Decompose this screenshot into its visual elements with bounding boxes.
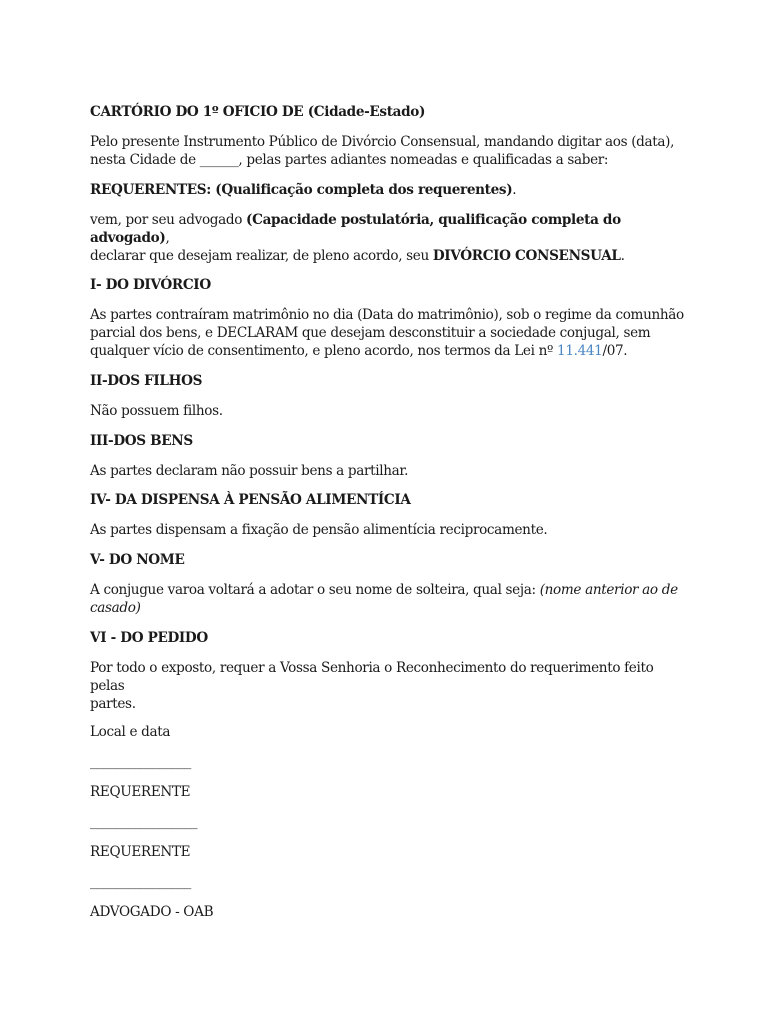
signature-label-2: REQUERENTE bbox=[90, 844, 191, 860]
section-5-italic-2: casado) bbox=[90, 600, 141, 616]
section-1-line-1: As partes contraíram matrimônio no dia (Data do matrimônio), sob o regime da comunhão bbox=[90, 307, 684, 323]
section-2-text: Não possuem filhos. bbox=[90, 403, 223, 419]
requerentes-label: REQUERENTES: (Qualificação completa dos requerentes) bbox=[90, 182, 513, 198]
requerentes-end: . bbox=[512, 182, 517, 198]
signature-label-1: REQUERENTE bbox=[90, 784, 191, 800]
signature-line-3: ________________ bbox=[90, 874, 191, 890]
signature-line-1: ________________ bbox=[90, 754, 191, 770]
advogado-comma: , bbox=[165, 230, 170, 246]
section-6-line-2: partes. bbox=[90, 696, 136, 712]
advogado-paragraph bbox=[90, 211, 690, 265]
section-4-text: As partes dispensam a fixação de pensão alimentícia reciprocamente. bbox=[90, 522, 548, 538]
section-6-line-1: Por todo o exposto, requer a Vossa Senhoria o Reconhecimento do requerimento feito pelas bbox=[90, 660, 654, 694]
intro-line-1: Pelo presente Instrumento Público de Divórcio Consensual, mandando digitar aos (data), bbox=[90, 134, 675, 150]
intro-line-2: nesta Cidade de ______, pelas partes adiantes nomeadas e qualificadas a saber: bbox=[90, 152, 609, 168]
section-1-title: I- DO DIVÓRCIO bbox=[90, 277, 211, 293]
section-3-text: As partes declaram não possuir bens a partilhar. bbox=[90, 463, 409, 479]
local-data: Local e data bbox=[90, 724, 171, 740]
advogado-line-2-end: . bbox=[620, 248, 625, 264]
section-1-line-3-pre: qualquer vício de consentimento, e pleno acordo, nos termos da Lei nº bbox=[90, 343, 558, 359]
lei-link[interactable]: 11.441 bbox=[557, 343, 603, 359]
section-5-title: V- DO NOME bbox=[90, 552, 185, 568]
section-2-title: II-DOS FILHOS bbox=[90, 373, 203, 389]
requerentes-paragraph bbox=[90, 181, 690, 199]
section-3-title: III-DOS BENS bbox=[90, 433, 193, 449]
section-1-line-2: parcial dos bens, e DECLARAM que desejam desconstituir a sociedade conjugal, sem bbox=[90, 325, 651, 341]
section-5-pre: A conjugue varoa voltará a adotar o seu nome de solteira, qual seja: bbox=[90, 582, 540, 598]
section-6-title: VI - DO PEDIDO bbox=[90, 630, 208, 646]
signature-label-3: ADVOGADO - OAB bbox=[90, 904, 214, 920]
advogado-line-2-pre: declarar que desejam realizar, de pleno acordo, seu bbox=[90, 248, 433, 264]
section-4-title: IV- DA DISPENSA À PENSÃO ALIMENTÍCIA bbox=[90, 492, 411, 508]
section-1-text bbox=[90, 306, 690, 360]
document-page bbox=[90, 103, 690, 921]
section-5-italic-1: (nome anterior ao de bbox=[539, 582, 678, 598]
intro-paragraph bbox=[90, 133, 690, 169]
section-5-text bbox=[90, 581, 690, 617]
signature-line-2: _________________ bbox=[90, 814, 198, 830]
advogado-pre: vem, por seu advogado bbox=[90, 212, 247, 228]
section-1-line-3-end: /07. bbox=[602, 343, 628, 359]
section-6-text bbox=[90, 659, 690, 713]
document-header: CARTÓRIO DO 1º OFICIO DE (Cidade-Estado) bbox=[90, 104, 426, 120]
advogado-qualification: (Capacidade postulatória, qualificação completa do advogado) bbox=[90, 212, 621, 246]
divorcio-consensual-label: DIVÓRCIO CONSENSUAL bbox=[432, 248, 621, 264]
